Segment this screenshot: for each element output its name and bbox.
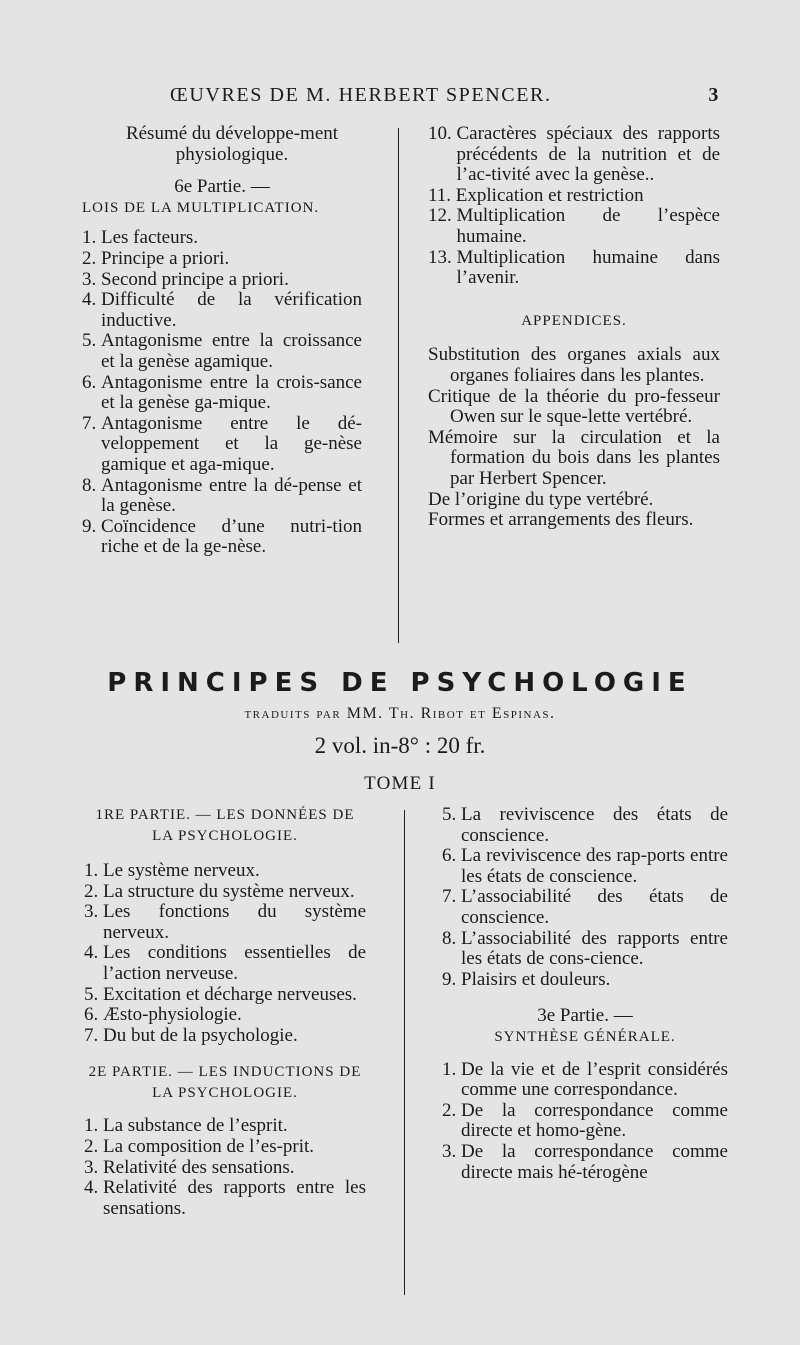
- running-head-title: ŒUVRES DE M. HERBERT SPENCER.: [170, 84, 552, 106]
- continued-entry: Résumé du développe-ment physiologique.: [125, 123, 339, 165]
- list-item: 7. L’associabilité des états de conscience.: [442, 886, 728, 928]
- list-item: 6. Antagonisme entre la crois-sance et la genèse ga-mique.: [82, 371, 362, 414]
- list-item: 8. Antagonisme entre la dé-pense et la genèse.: [82, 474, 362, 517]
- part-heading: 1RE PARTIE. — LES DONNÉES DE LA PSYCHOLOGIE.: [95, 807, 355, 844]
- part1-list: [84, 861, 366, 1046]
- appendix-entry: Formes et arrangements des fleurs.: [428, 509, 694, 531]
- bottom-right-column: [442, 805, 728, 1183]
- list-item: 3. Second principe a priori.: [82, 268, 289, 290]
- top-right-list: [428, 124, 720, 289]
- list-item: 5. Excitation et décharge nerveuses.: [84, 983, 357, 1005]
- list-item: 3. De la correspondance comme directe mais hé-térogène: [442, 1140, 728, 1183]
- appendix-entry: Critique de la théorie du pro-fesseur Owen sur le sque-lette vertébré.: [428, 385, 720, 428]
- list-item: 4. Relativité des rapports entre les sensations.: [84, 1177, 366, 1219]
- appendices-heading: APPENDICES.: [521, 312, 627, 329]
- list-item: 2. La composition de l’es-prit.: [84, 1135, 315, 1157]
- top-right-column: [428, 124, 720, 531]
- list-item: 4. Les conditions essentielles de l’action nerveuse.: [84, 942, 366, 984]
- list-item: 5. La reviviscence des états de conscience.: [442, 804, 728, 846]
- list-item: 1. De la vie et de l’esprit considérés comme une correspondance.: [442, 1058, 728, 1101]
- appendices-list: [428, 345, 720, 530]
- list-item: 2. Principe a priori.: [82, 247, 230, 269]
- list-item: 2. De la correspondance comme directe et homo-gène.: [442, 1099, 728, 1142]
- part2-list: [84, 1116, 366, 1219]
- list-item: 1. Le système nerveux.: [84, 860, 260, 881]
- translators-line: traduits par MM. Th. Ribot et Espinas.: [244, 705, 556, 722]
- appendix-entry: De l’origine du type vertébré.: [428, 488, 654, 510]
- price-line: 2 vol. in-8° : 20 fr.: [314, 733, 486, 758]
- part-heading: 2E PARTIE. — LES INDUCTIONS DE LA PSYCHOLOGIE.: [88, 1064, 362, 1102]
- part-heading: 6e Partie. —: [174, 176, 270, 198]
- list-item: 13. Multiplication humaine dans l’avenir.: [428, 246, 720, 289]
- list-item: 6. La reviviscence des rap-ports entre les états de conscience.: [442, 845, 728, 887]
- column-divider: [404, 810, 405, 1295]
- list-item: 2. La structure du système nerveux.: [84, 880, 355, 902]
- list-item: 9. Plaisirs et douleurs.: [442, 968, 611, 990]
- bottom-left-column: [84, 805, 366, 1219]
- appendix-entry: Mémoire sur la circulation et la formation du bois dans les plantes par Herbert Spencer.: [428, 426, 720, 489]
- list-item: 4. Difficulté de la vérification inductive.: [82, 289, 362, 331]
- list-item: 5. Antagonisme entre la croissance et la genèse agamique.: [82, 330, 362, 372]
- page-number: 3: [708, 84, 720, 106]
- part-heading: 3e Partie. —: [537, 1005, 633, 1027]
- part3-list: [442, 1060, 728, 1184]
- running-head: [170, 84, 720, 112]
- list-item: 3. Relativité des sensations.: [84, 1156, 295, 1178]
- list-item: 9. Coïncidence d’une nutri-tion riche et de la ge-nèse.: [82, 515, 362, 558]
- list-item: 7. Du but de la psychologie.: [84, 1024, 298, 1046]
- section-title: PRINCIPES DE PSYCHOLOGIE: [107, 668, 693, 698]
- part1-continued-list: [442, 805, 728, 990]
- part-subheading: LOIS DE LA MULTIPLICATION.: [82, 199, 320, 216]
- list-item: 6. Æsto-physiologie.: [84, 1004, 242, 1026]
- list-item: 12. Multiplication de l’espèce humaine.: [428, 205, 720, 247]
- list-item: 8. L’associabilité des rapports entre les états de cons-cience.: [442, 927, 728, 970]
- list-item: 1. Les facteurs.: [82, 227, 199, 249]
- list-item: 7. Antagonisme entre le dé-veloppement et la ge-nèse gamique et aga-mique.: [82, 412, 362, 475]
- appendix-entry: Substitution des organes axials aux organes foliaires dans les plantes.: [428, 344, 720, 386]
- part-subheading: SYNTHÈSE GÉNÉRALE.: [494, 1028, 676, 1045]
- column-divider: [398, 128, 399, 643]
- list-item: 10. Caractères spéciaux des rapports précédents de la nutrition et de l’ac-tivité avec la genèse..: [428, 123, 720, 186]
- top-left-list: [82, 228, 362, 558]
- top-left-column: [82, 124, 362, 558]
- list-item: 1. La substance de l’esprit.: [84, 1115, 288, 1137]
- list-item: 3. Les fonctions du système nerveux.: [84, 901, 366, 943]
- list-item: 11. Explication et restriction: [428, 184, 644, 206]
- volume-label: TOME I: [364, 773, 436, 794]
